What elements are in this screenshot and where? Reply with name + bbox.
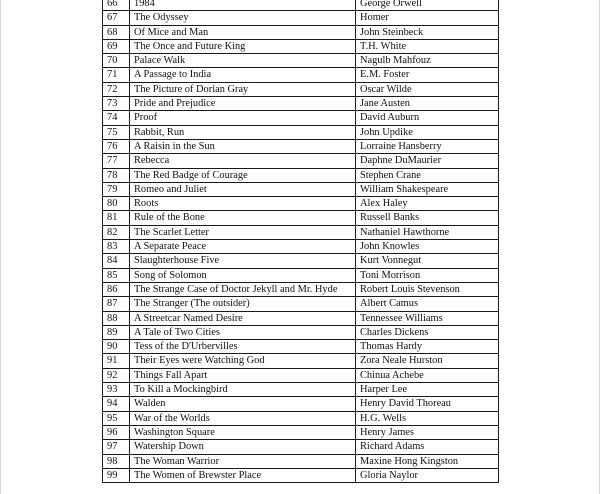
book-author: John Knowles: [356, 240, 499, 254]
row-number: 91: [103, 354, 130, 368]
book-author: Harper Lee: [356, 383, 499, 397]
table-row: [103, 182, 499, 196]
book-author: E.M. Foster: [356, 68, 499, 82]
table-row: [103, 11, 499, 25]
book-title: The Women of Brewster Place: [130, 468, 356, 482]
book-author: Henry James: [356, 425, 499, 439]
row-number: 73: [103, 97, 130, 111]
row-number: 66: [103, 0, 130, 11]
book-author: T.H. White: [356, 39, 499, 53]
table-row: [103, 240, 499, 254]
book-title: Roots: [130, 197, 356, 211]
table-row: [103, 82, 499, 96]
book-title: Slaughterhouse Five: [130, 254, 356, 268]
table-row: [103, 383, 499, 397]
book-author: Oscar Wilde: [356, 82, 499, 96]
book-list-table: [102, 0, 499, 483]
row-number: 78: [103, 168, 130, 182]
book-author: Lorraine Hansberry: [356, 139, 499, 153]
book-title: Washington Square: [130, 425, 356, 439]
table-row: [103, 54, 499, 68]
table-row: [103, 254, 499, 268]
table-row: [103, 311, 499, 325]
book-author: Nagulb Mahfouz: [356, 54, 499, 68]
row-number: 93: [103, 383, 130, 397]
table-row: [103, 25, 499, 39]
row-number: 68: [103, 25, 130, 39]
book-title: The Scarlet Letter: [130, 225, 356, 239]
row-number: 89: [103, 325, 130, 339]
row-number: 71: [103, 68, 130, 82]
book-author: Chinua Achebe: [356, 368, 499, 382]
table-row: [103, 68, 499, 82]
book-title: Of Mice and Man: [130, 25, 356, 39]
table-row: [103, 39, 499, 53]
book-title: Their Eyes were Watching God: [130, 354, 356, 368]
book-author: Kurt Vonnegut: [356, 254, 499, 268]
row-number: 82: [103, 225, 130, 239]
book-list-body: [103, 0, 499, 483]
row-number: 75: [103, 125, 130, 139]
table-row: [103, 268, 499, 282]
table-row: [103, 354, 499, 368]
row-number: 77: [103, 154, 130, 168]
table-row: [103, 425, 499, 439]
book-title: The Once and Future King: [130, 39, 356, 53]
book-author: Gloria Naylor: [356, 468, 499, 482]
table-row: [103, 297, 499, 311]
book-title: Rebecca: [130, 154, 356, 168]
row-number: 72: [103, 82, 130, 96]
row-number: 76: [103, 139, 130, 153]
table-row: [103, 97, 499, 111]
book-author: George Orwell: [356, 0, 499, 11]
table-row: [103, 340, 499, 354]
table-row: [103, 282, 499, 296]
row-number: 79: [103, 182, 130, 196]
book-author: Homer: [356, 11, 499, 25]
table-row: [103, 454, 499, 468]
book-author: Russell Banks: [356, 211, 499, 225]
book-title: War of the Worlds: [130, 411, 356, 425]
row-number: 69: [103, 39, 130, 53]
book-author: Daphne DuMaurier: [356, 154, 499, 168]
book-author: David Auburn: [356, 111, 499, 125]
row-number: 70: [103, 54, 130, 68]
table-row: [103, 125, 499, 139]
row-number: 80: [103, 197, 130, 211]
book-title: The Stranger (The outsider): [130, 297, 356, 311]
table-row: [103, 0, 499, 11]
book-title: The Odyssey: [130, 11, 356, 25]
book-title: Watership Down: [130, 440, 356, 454]
table-row: [103, 368, 499, 382]
row-number: 95: [103, 411, 130, 425]
book-author: Thomas Hardy: [356, 340, 499, 354]
table-row: [103, 111, 499, 125]
book-title: Song of Solomon: [130, 268, 356, 282]
book-title: The Strange Case of Doctor Jekyll and Mr. Hyde: [130, 282, 356, 296]
table-row: [103, 468, 499, 482]
book-title: Romeo and Juliet: [130, 182, 356, 196]
row-number: 83: [103, 240, 130, 254]
book-author: Jane Austen: [356, 97, 499, 111]
book-title: Rabbit, Run: [130, 125, 356, 139]
book-author: H.G. Wells: [356, 411, 499, 425]
book-author: William Shakespeare: [356, 182, 499, 196]
page-border-left: [0, 0, 1, 494]
book-author: Maxine Hong Kingston: [356, 454, 499, 468]
book-author: Zora Neale Hurston: [356, 354, 499, 368]
book-title: The Picture of Dorian Gray: [130, 82, 356, 96]
row-number: 85: [103, 268, 130, 282]
row-number: 86: [103, 282, 130, 296]
book-author: Albert Camus: [356, 297, 499, 311]
table-row: [103, 411, 499, 425]
book-author: Henry David Thoreau: [356, 397, 499, 411]
book-title: The Woman Warrior: [130, 454, 356, 468]
book-author: Robert Louis Stevenson: [356, 282, 499, 296]
book-author: Charles Dickens: [356, 325, 499, 339]
row-number: 92: [103, 368, 130, 382]
row-number: 94: [103, 397, 130, 411]
book-title: The Red Badge of Courage: [130, 168, 356, 182]
row-number: 88: [103, 311, 130, 325]
row-number: 99: [103, 468, 130, 482]
table-row: [103, 139, 499, 153]
row-number: 81: [103, 211, 130, 225]
book-title: Pride and Prejudice: [130, 97, 356, 111]
book-author: John Steinbeck: [356, 25, 499, 39]
table-row: [103, 397, 499, 411]
book-title: A Passage to India: [130, 68, 356, 82]
book-author: Toni Morrison: [356, 268, 499, 282]
table-row: [103, 197, 499, 211]
book-title: A Streetcar Named Desire: [130, 311, 356, 325]
book-title: A Tale of Two Cities: [130, 325, 356, 339]
book-title: Rule of the Bone: [130, 211, 356, 225]
table-row: [103, 325, 499, 339]
book-title: Tess of the D'Urbervilles: [130, 340, 356, 354]
table-row: [103, 168, 499, 182]
table-row: [103, 225, 499, 239]
row-number: 74: [103, 111, 130, 125]
table-row: [103, 211, 499, 225]
book-author: Nathaniel Hawthorne: [356, 225, 499, 239]
book-author: Alex Haley: [356, 197, 499, 211]
book-title: A Separate Peace: [130, 240, 356, 254]
row-number: 67: [103, 11, 130, 25]
row-number: 84: [103, 254, 130, 268]
book-author: John Updike: [356, 125, 499, 139]
row-number: 90: [103, 340, 130, 354]
book-author: Stephen Crane: [356, 168, 499, 182]
row-number: 97: [103, 440, 130, 454]
row-number: 98: [103, 454, 130, 468]
table-row: [103, 440, 499, 454]
row-number: 87: [103, 297, 130, 311]
book-title: A Raisin in the Sun: [130, 139, 356, 153]
row-number: 96: [103, 425, 130, 439]
book-author: Richard Adams: [356, 440, 499, 454]
book-title: Walden: [130, 397, 356, 411]
table-row: [103, 154, 499, 168]
book-author: Tennessee Williams: [356, 311, 499, 325]
book-title: 1984: [130, 0, 356, 11]
book-title: Proof: [130, 111, 356, 125]
book-title: Palace Walk: [130, 54, 356, 68]
book-title: To Kill a Mockingbird: [130, 383, 356, 397]
book-title: Things Fall Apart: [130, 368, 356, 382]
